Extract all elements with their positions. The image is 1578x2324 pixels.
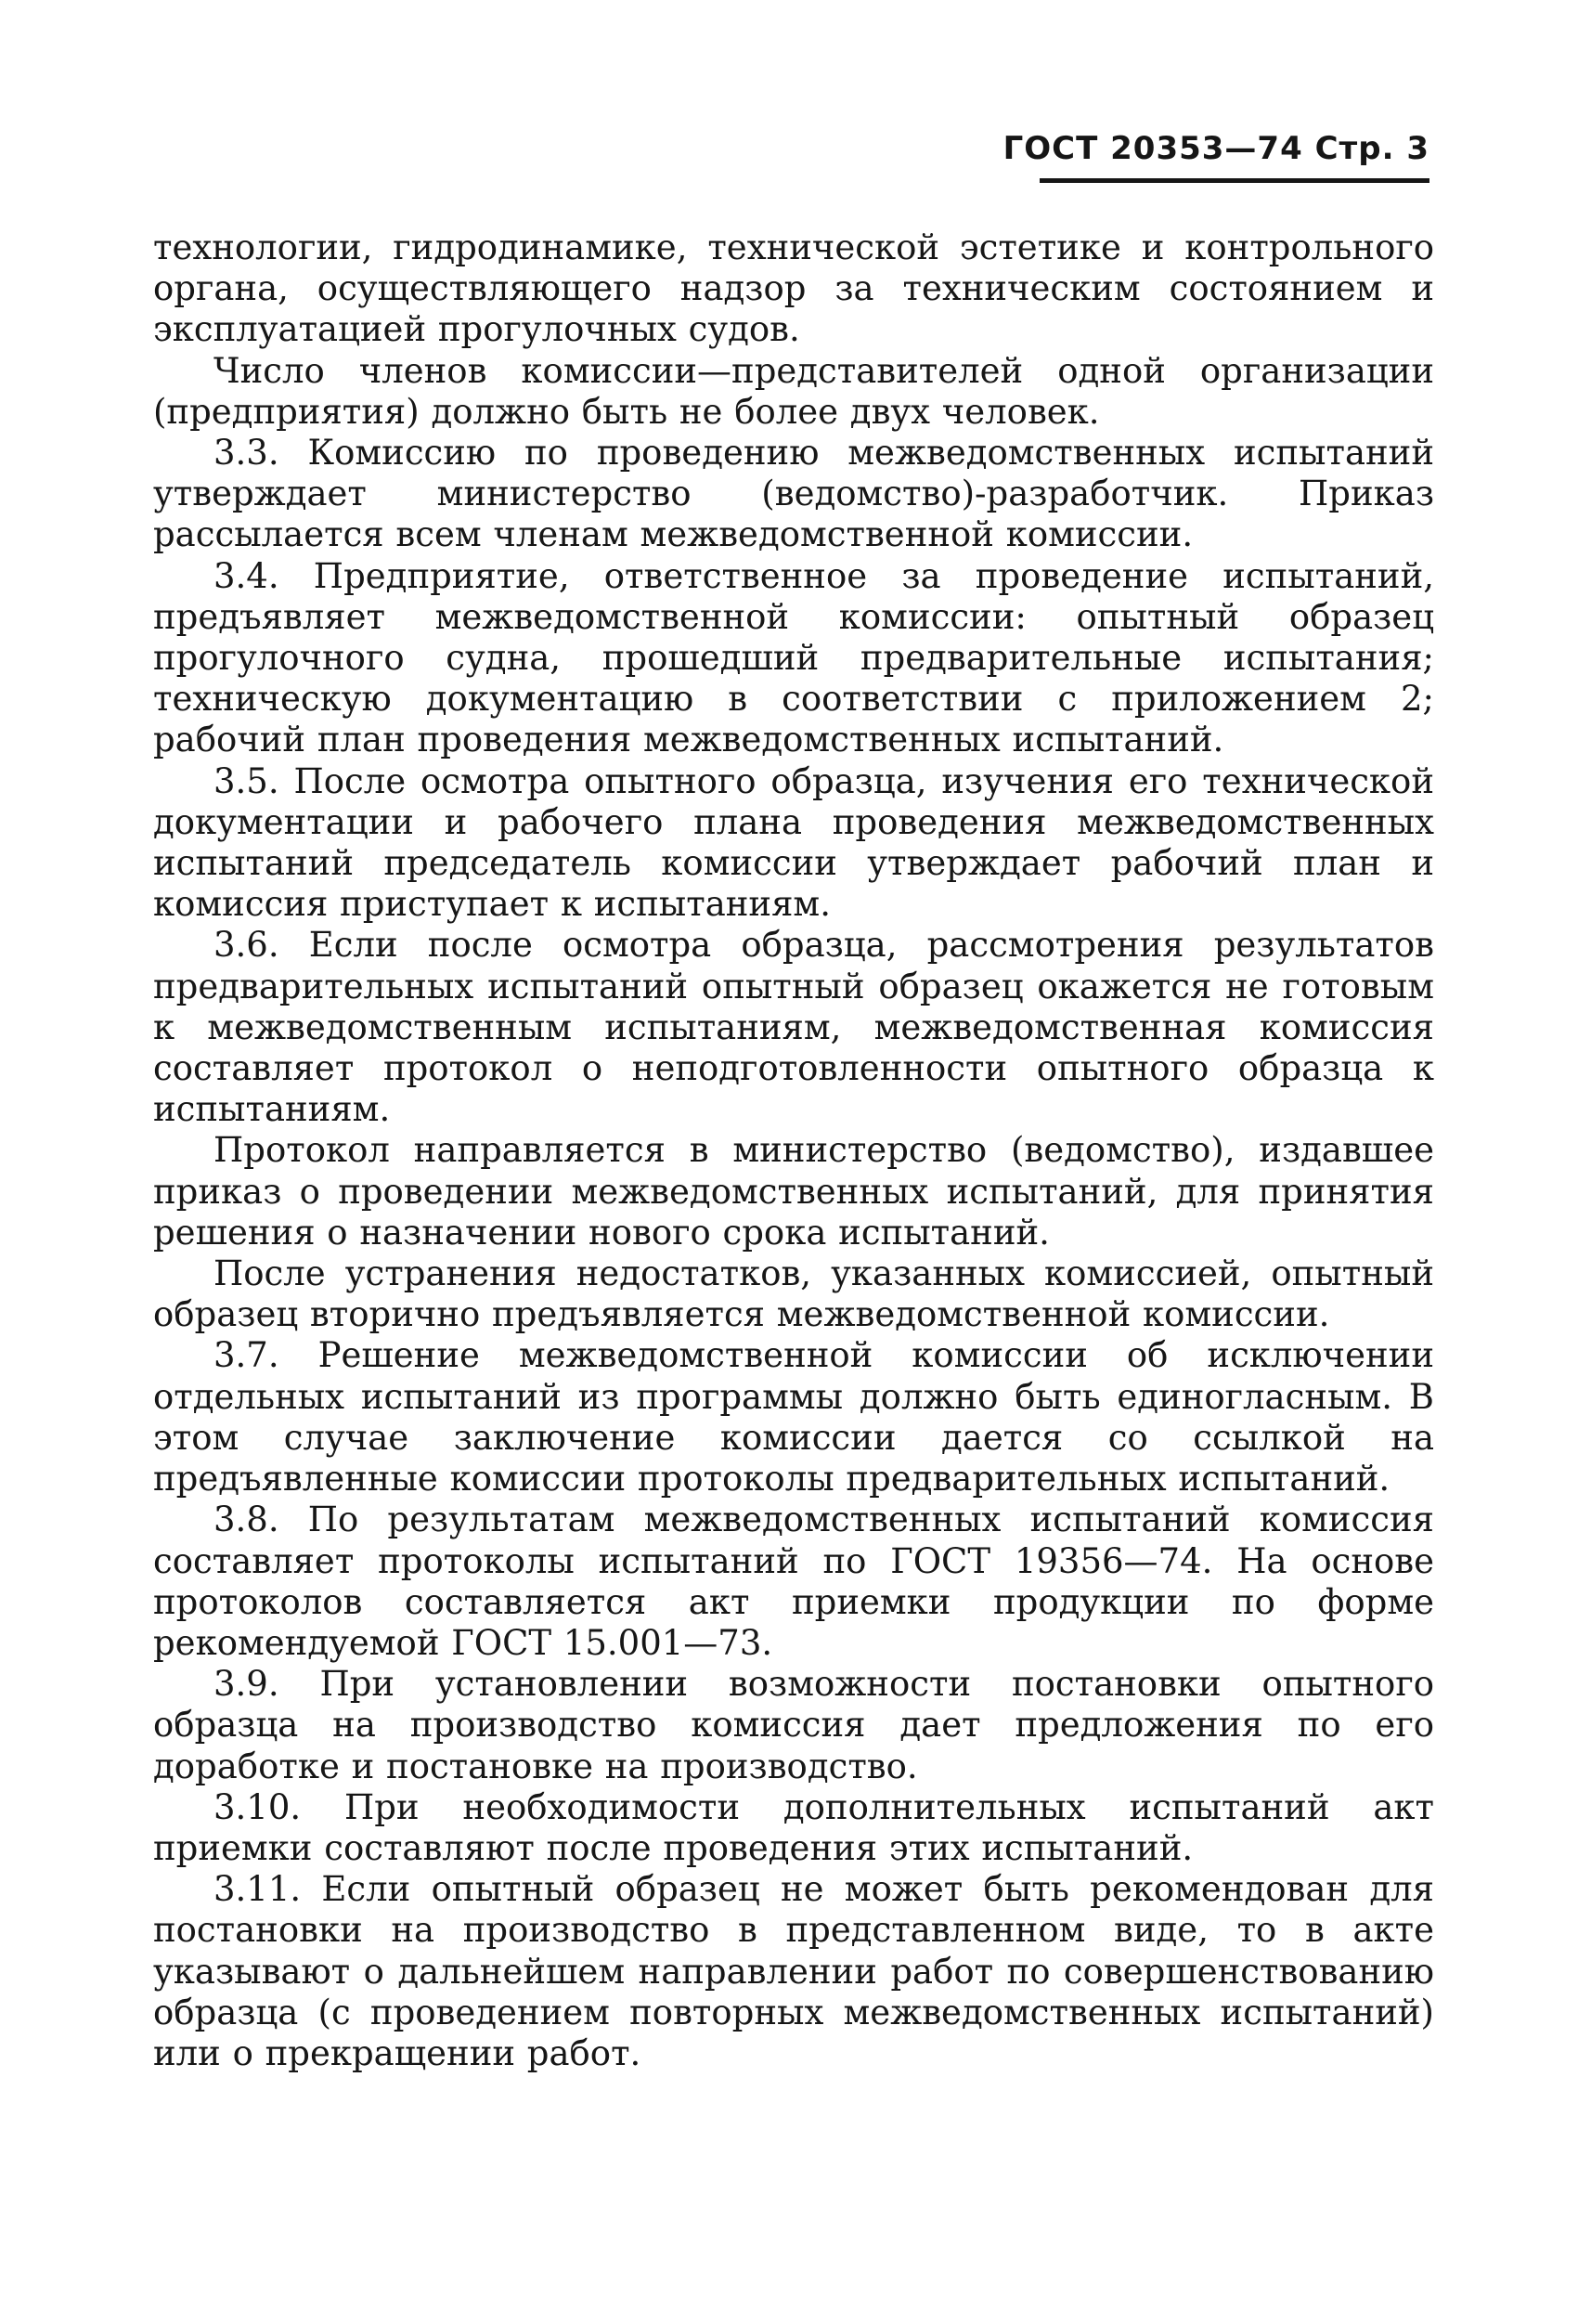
paragraph-3-11: 3.11. Если опытный образец не может быть рекомендован для постановки на производство в представленном виде, то в акте указывают о дальнейшем направлении работ по совершенствованию образца (с проведением повторных межведомственных испытаний) или о прекращении работ. [153, 1869, 1434, 2073]
paragraph-3-10: 3.10. При необходимости дополнительных испытаний акт приемки составляют после проведения этих испытаний. [153, 1786, 1434, 1868]
paragraph-3-7: 3.7. Решение межведомственной комиссии об исключении отдельных испытаний из программы должно быть единогласным. В этом случае заключение комиссии дается со ссылкой на предъявленные комиссии протоколы предварительных испытаний. [153, 1335, 1434, 1500]
paragraph-continuation: технологии, гидродинамике, технической эстетике и контрольного органа, осуществляющего надзор за техническим состоянием и эксплуатацией прогулочных судов. [153, 227, 1434, 350]
paragraph-3-4: 3.4. Предприятие, ответственное за проведение испытаний, предъявляет межведомственной комиссии: опытный образец прогулочного судна, прошедший предварительные испытания; техническую документацию в соответствии с приложением 2; рабочий план проведения межведомственных испытаний. [153, 555, 1434, 760]
page-header: ГОСТ 20353—74 Стр. 3 [1002, 130, 1429, 167]
paragraph-3-3: 3.3. Комиссию по проведению межведомственных испытаний утверждает министерство (ведомство)-разработчик. Приказ рассылается всем членам межведомственной комиссии. [153, 433, 1434, 555]
paragraph-commission-members: Число членов комиссии—представителей одной организации (предприятия) должно быть не более двух человек. [153, 350, 1434, 432]
header-rule [1040, 178, 1429, 183]
paragraph-protocol: Протокол направляется в министерство (ведомство), издавшее приказ о проведении межведомственных испытаний, для принятия решения о назначении нового срока испытаний. [153, 1130, 1434, 1253]
paragraph-3-8: 3.8. По результатам межведомственных испытаний комиссия составляет протоколы испытаний по ГОСТ 19356—74. На основе протоколов составляется акт приемки продукции по форме рекомендуемой ГОСТ 15.001—73. [153, 1500, 1434, 1663]
paragraph-after-fixes: После устранения недостатков, указанных комиссией, опытный образец вторично предъявляется межведомственной комиссии. [153, 1253, 1434, 1335]
paragraph-3-5: 3.5. После осмотра опытного образца, изучения его технической документации и рабочего плана проведения межведомственных испытаний председатель комиссии утверждает рабочий план и комиссия приступает к испытаниям. [153, 760, 1434, 925]
paragraph-3-6: 3.6. Если после осмотра образца, рассмотрения результатов предварительных испытаний опытный образец окажется не готовым к межведомственным испытаниям, межведомственная комиссия составляет протокол о неподготовленности опытного образца к испытаниям. [153, 925, 1434, 1130]
body-text [153, 227, 1434, 2074]
paragraph-3-9: 3.9. При установлении возможности постановки опытного образца на производство комиссия дает предложения по его доработке и постановке на производство. [153, 1664, 1434, 1786]
